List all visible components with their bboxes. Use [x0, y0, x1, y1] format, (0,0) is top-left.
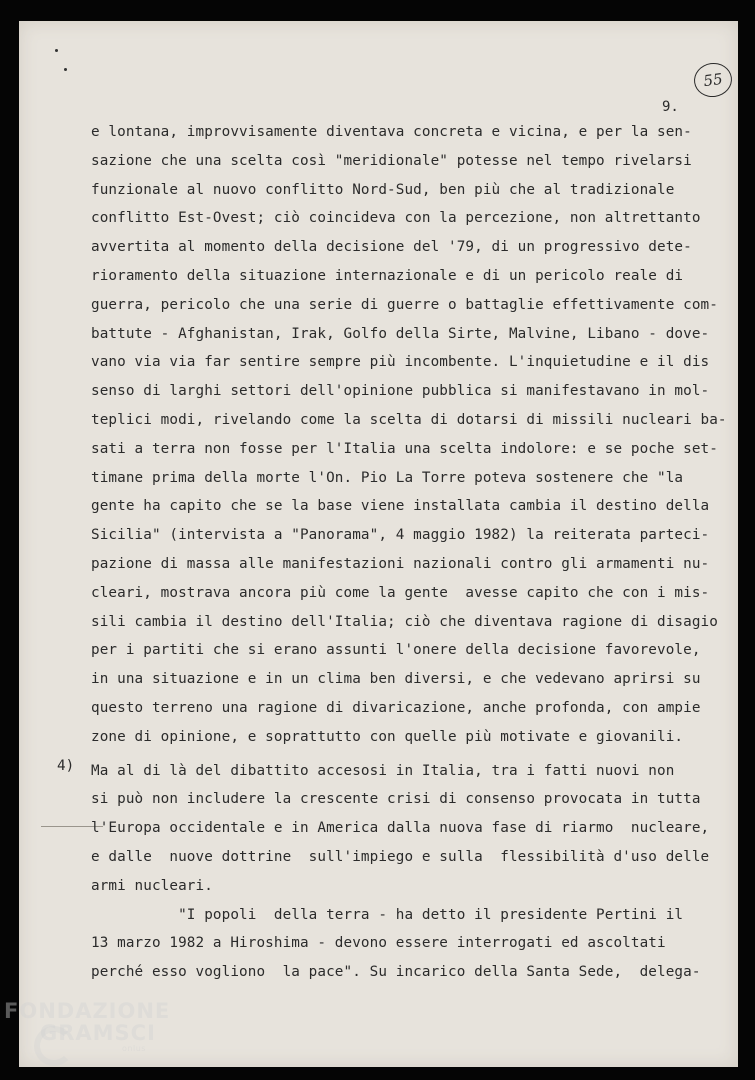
circled-page-number: 55 [692, 61, 734, 100]
text-line: guerra, pericolo che una serie di guerre o battaglie effettivamente com- [91, 296, 718, 313]
text-line: per i partiti che si erano assunti l'onere della decisione favorevole, [91, 642, 701, 659]
speck [55, 49, 58, 52]
text-line: sazione che una scelta così "meridionale" potesse nel tempo rivelarsi [91, 152, 692, 169]
text-line: e lontana, improvvisamente diventava concreta e vicina, e per la sen- [91, 124, 692, 140]
text-line: vano via via far sentire sempre più incombente. L'inquietudine e il dis [91, 354, 710, 371]
text-line: si può non includere la crescente crisi di consenso provocata in tutta [91, 791, 701, 808]
body-text [91, 118, 727, 987]
watermark-line-3: onlus [122, 1044, 146, 1053]
text-line: sati a terra non fosse per l'Italia una scelta indolore: e se poche set- [91, 440, 718, 457]
text-line: sili cambia il destino dell'Italia; ciò che diventava ragione di disagio [91, 613, 718, 630]
text-line: conflitto Est-Ovest; ciò coincideva con la percezione, non altrettanto [91, 210, 701, 227]
text-line: 13 marzo 1982 a Hiroshima - devono essere interrogati ed ascoltati [91, 935, 666, 952]
text-line: armi nucleari. [91, 877, 213, 894]
page-number: 9. [662, 99, 679, 115]
text-line: "I popoli della terra - ha detto il presidente Pertini il [91, 906, 684, 923]
text-line: pazione di massa alle manifestazioni nazionali contro gli armamenti nu- [91, 555, 710, 572]
text-line: l'Europa occidentale e in America dalla nuova fase di riarmo nucleare, [91, 820, 710, 837]
text-line: e dalle nuove dottrine sull'impiego e sulla flessibilità d'uso delle [91, 848, 710, 865]
text-line: Sicilia" (intervista a "Panorama", 4 maggio 1982) la reiterata parteci- [91, 527, 710, 544]
text-line: perché esso vogliono la pace". Su incarico della Santa Sede, delega- [91, 964, 701, 981]
list-item-number: 4) [57, 758, 75, 774]
text-line: cleari, mostrava ancora più come la gente avesse capito che con i mis- [91, 584, 710, 601]
text-line: zone di opinione, e soprattutto con quelle più motivate e giovanili. [91, 728, 684, 745]
text-line: timane prima della morte l'On. Pio La Torre poteva sostenere che "la [91, 469, 684, 486]
paragraph-main [91, 118, 727, 752]
text-line: questo terreno una ragione di divaricazione, anche profonda, con ampie [91, 699, 701, 716]
watermark-line-1: FONDAZIONE [4, 999, 171, 1023]
text-line: avvertita al momento della decisione del '79, di un progressivo dete- [91, 239, 692, 256]
text-line: rioramento della situazione internazionale e di un pericolo reale di [91, 267, 684, 284]
paragraph-item-4 [91, 757, 711, 987]
text-line: teplici modi, rivelando come la scelta di dotarsi di missili nucleari ba- [91, 411, 727, 428]
text-line: Ma al di là del dibattito accesosi in Italia, tra i fatti nuovi non [91, 762, 675, 779]
text-line: funzionale al nuovo conflitto Nord-Sud, ben più che al tradizionale [91, 181, 675, 198]
text-line: battute - Afghanistan, Irak, Golfo della Sirte, Malvine, Libano - dove- [91, 325, 710, 342]
speck [64, 68, 67, 71]
archive-watermark [4, 1000, 170, 1054]
text-line: senso di larghi settori dell'opinione pubblica si manifestavano in mol- [91, 383, 710, 400]
watermark-line-2: GRAMSCI [40, 1021, 156, 1045]
text-line: gente ha capito che se la base viene installata cambia il destino della [91, 498, 710, 515]
text-line: in una situazione e in un clima ben diversi, e che vedevano aprirsi su [91, 671, 701, 688]
watermark-logo-icon [34, 1026, 74, 1066]
